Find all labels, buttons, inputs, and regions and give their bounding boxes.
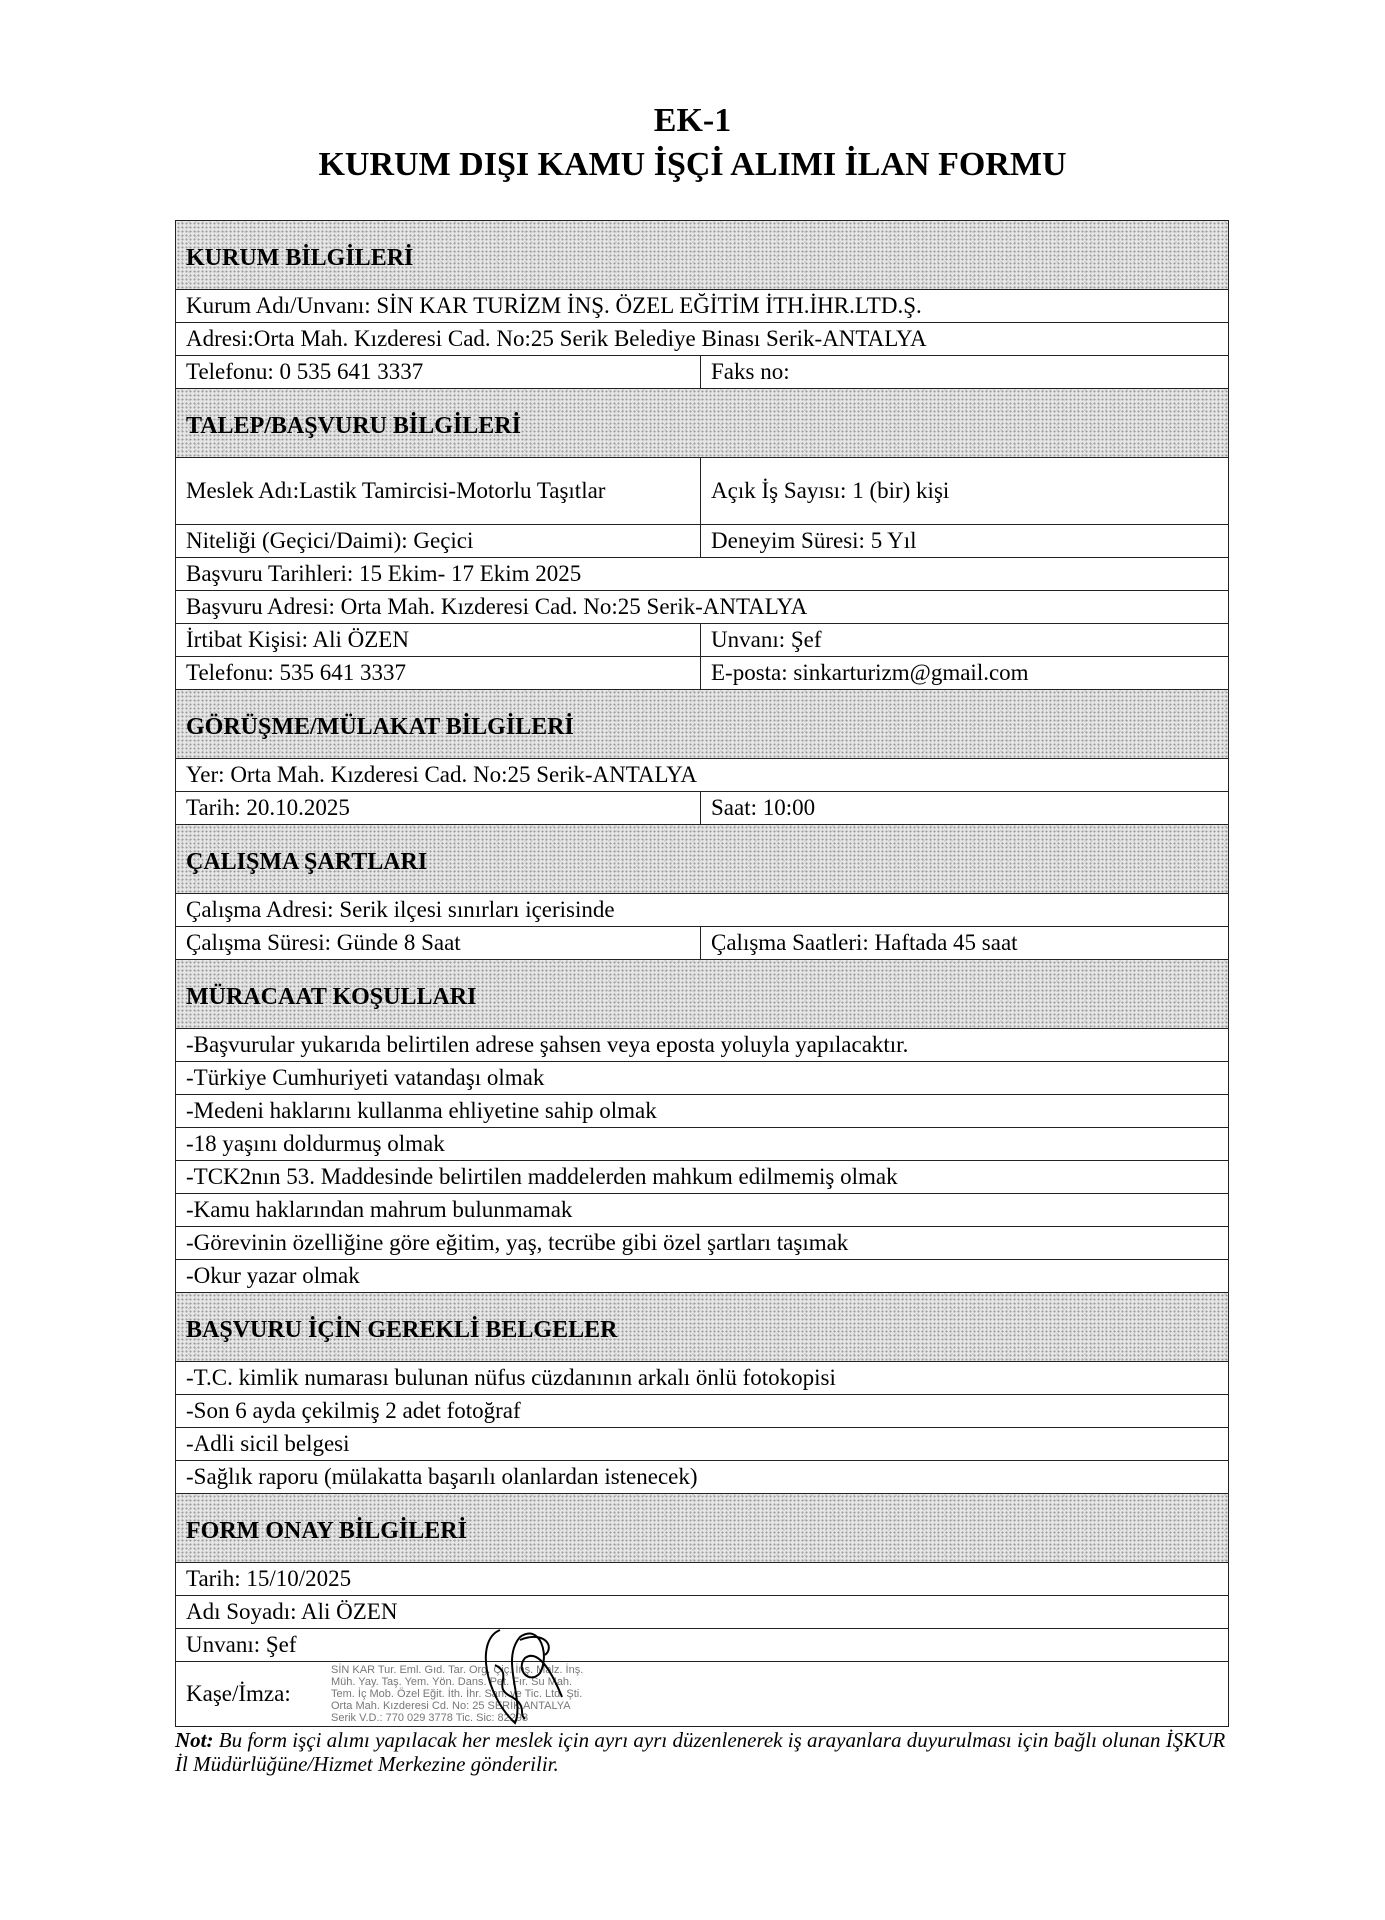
kurum-phone: Telefonu: 0 535 641 3337 bbox=[176, 356, 701, 389]
section-heading-onay: FORM ONAY BİLGİLERİ bbox=[176, 1494, 1229, 1563]
application-dates: Başvuru Tarihleri: 15 Ekim- 17 Ekim 2025 bbox=[176, 558, 1229, 591]
approval-date: Tarih: 15/10/2025 bbox=[176, 1563, 1229, 1596]
stamp-signature-row bbox=[176, 1662, 1229, 1727]
contact-email: E-posta: sinkarturizm@gmail.com bbox=[701, 657, 1229, 690]
kurum-name: Kurum Adı/Unvanı: SİN KAR TURİZM İNŞ. ÖZEL EĞİTİM İTH.İHR.LTD.Ş. bbox=[176, 290, 1229, 323]
condition-item: -18 yaşını doldurmuş olmak bbox=[176, 1128, 1229, 1161]
section-heading-belgeler: BAŞVURU İÇİN GEREKLİ BELGELER bbox=[176, 1293, 1229, 1362]
contact-phone: Telefonu: 535 641 3337 bbox=[176, 657, 701, 690]
condition-item: -Medeni haklarını kullanma ehliyetine sahip olmak bbox=[176, 1095, 1229, 1128]
contact-person: İrtibat Kişisi: Ali ÖZEN bbox=[176, 624, 701, 657]
kurum-fax: Faks no: bbox=[701, 356, 1229, 389]
condition-item: -Kamu haklarından mahrum bulunmamak bbox=[176, 1194, 1229, 1227]
section-heading-muracaat: MÜRACAAT KOŞULLARI bbox=[176, 960, 1229, 1029]
footnote-text: Bu form işçi alımı yapılacak her meslek için ayrı ayrı düzenlenerek iş arayanlara duyurulması için bağlı olunan İŞKUR İl Müdürlüğüne/Hizmet Merkezine gönderilir. bbox=[175, 1728, 1226, 1776]
stamp-line: Serik V.D.: 770 029 3778 Tic. Sic: 82293 bbox=[331, 1712, 529, 1724]
work-duration: Çalışma Süresi: Günde 8 Saat bbox=[176, 927, 701, 960]
stamp-line: Tem. İç Mob. Özel Eğit. İth. İhr. San. ve Tic. Ltd. Şti. bbox=[331, 1688, 583, 1700]
job-type: Niteliği (Geçici/Daimi): Geçici bbox=[176, 525, 701, 558]
document-item: -Sağlık raporu (mülakatta başarılı olanlardan istenecek) bbox=[176, 1461, 1229, 1494]
footnote-label: Not: bbox=[175, 1728, 214, 1752]
kurum-address: Adresi:Orta Mah. Kızderesi Cad. No:25 Serik Belediye Binası Serik-ANTALYA bbox=[176, 323, 1229, 356]
interview-place: Yer: Orta Mah. Kızderesi Cad. No:25 Serik-ANTALYA bbox=[176, 759, 1229, 792]
approval-name: Adı Soyadı: Ali ÖZEN bbox=[176, 1596, 1229, 1629]
occupation: Meslek Adı:Lastik Tamircisi-Motorlu Taşıtlar bbox=[176, 458, 701, 525]
stamp-line: SİN KAR Tur. Eml. Gıd. Tar. Org. Çiç. İnş. Malz. İnş. bbox=[331, 1664, 584, 1676]
section-heading-kurum: KURUM BİLGİLERİ bbox=[176, 221, 1229, 290]
document-item: -Adli sicil belgesi bbox=[176, 1428, 1229, 1461]
work-hours: Çalışma Saatleri: Haftada 45 saat bbox=[701, 927, 1229, 960]
contact-title: Unvanı: Şef bbox=[701, 624, 1229, 657]
work-address: Çalışma Adresi: Serik ilçesi sınırları içerisinde bbox=[176, 894, 1229, 927]
experience: Deneyim Süresi: 5 Yıl bbox=[701, 525, 1229, 558]
section-heading-talep: TALEP/BAŞVURU BİLGİLERİ bbox=[176, 389, 1229, 458]
footnote bbox=[175, 1728, 1235, 1776]
form-title: KURUM DIŞI KAMU İŞÇİ ALIMI İLAN FORMU bbox=[318, 146, 1067, 183]
application-address: Başvuru Adresi: Orta Mah. Kızderesi Cad. No:25 Serik-ANTALYA bbox=[176, 591, 1229, 624]
document-item: -T.C. kimlik numarası bulunan nüfus cüzdanının arkalı önlü fotokopisi bbox=[176, 1362, 1229, 1395]
condition-item: -TCK2nın 53. Maddesinde belirtilen maddelerden mahkum edilmemiş olmak bbox=[176, 1161, 1229, 1194]
section-heading-gorusme: GÖRÜŞME/MÜLAKAT BİLGİLERİ bbox=[176, 690, 1229, 759]
company-stamp bbox=[331, 1664, 851, 1724]
open-positions: Açık İş Sayısı: 1 (bir) kişi bbox=[701, 458, 1229, 525]
interview-time: Saat: 10:00 bbox=[701, 792, 1229, 825]
condition-item: -Başvurular yukarıda belirtilen adrese şahsen veya eposta yoluyla yapılacaktır. bbox=[176, 1029, 1229, 1062]
form-code: EK-1 bbox=[653, 102, 732, 139]
condition-item: -Türkiye Cumhuriyeti vatandaşı olmak bbox=[176, 1062, 1229, 1095]
condition-item: -Görevinin özelliğine göre eğitim, yaş, tecrübe gibi özel şartları taşımak bbox=[176, 1227, 1229, 1260]
announcement-form-table bbox=[175, 220, 1229, 1727]
section-heading-calisma: ÇALIŞMA ŞARTLARI bbox=[176, 825, 1229, 894]
interview-date: Tarih: 20.10.2025 bbox=[176, 792, 701, 825]
stamp-line: Müh. Yay. Taş. Yem. Yön. Dans. Pet. Fır. Su Mah. bbox=[331, 1676, 573, 1688]
condition-item: -Okur yazar olmak bbox=[176, 1260, 1229, 1293]
document-item: -Son 6 ayda çekilmiş 2 adet fotoğraf bbox=[176, 1395, 1229, 1428]
stamp-signature-label: Kaşe/İmza: bbox=[186, 1681, 291, 1706]
stamp-line: Orta Mah. Kızderesi Cd. No: 25 SERİK ANTALYA bbox=[331, 1700, 571, 1712]
approval-title: Unvanı: Şef bbox=[176, 1629, 1229, 1662]
